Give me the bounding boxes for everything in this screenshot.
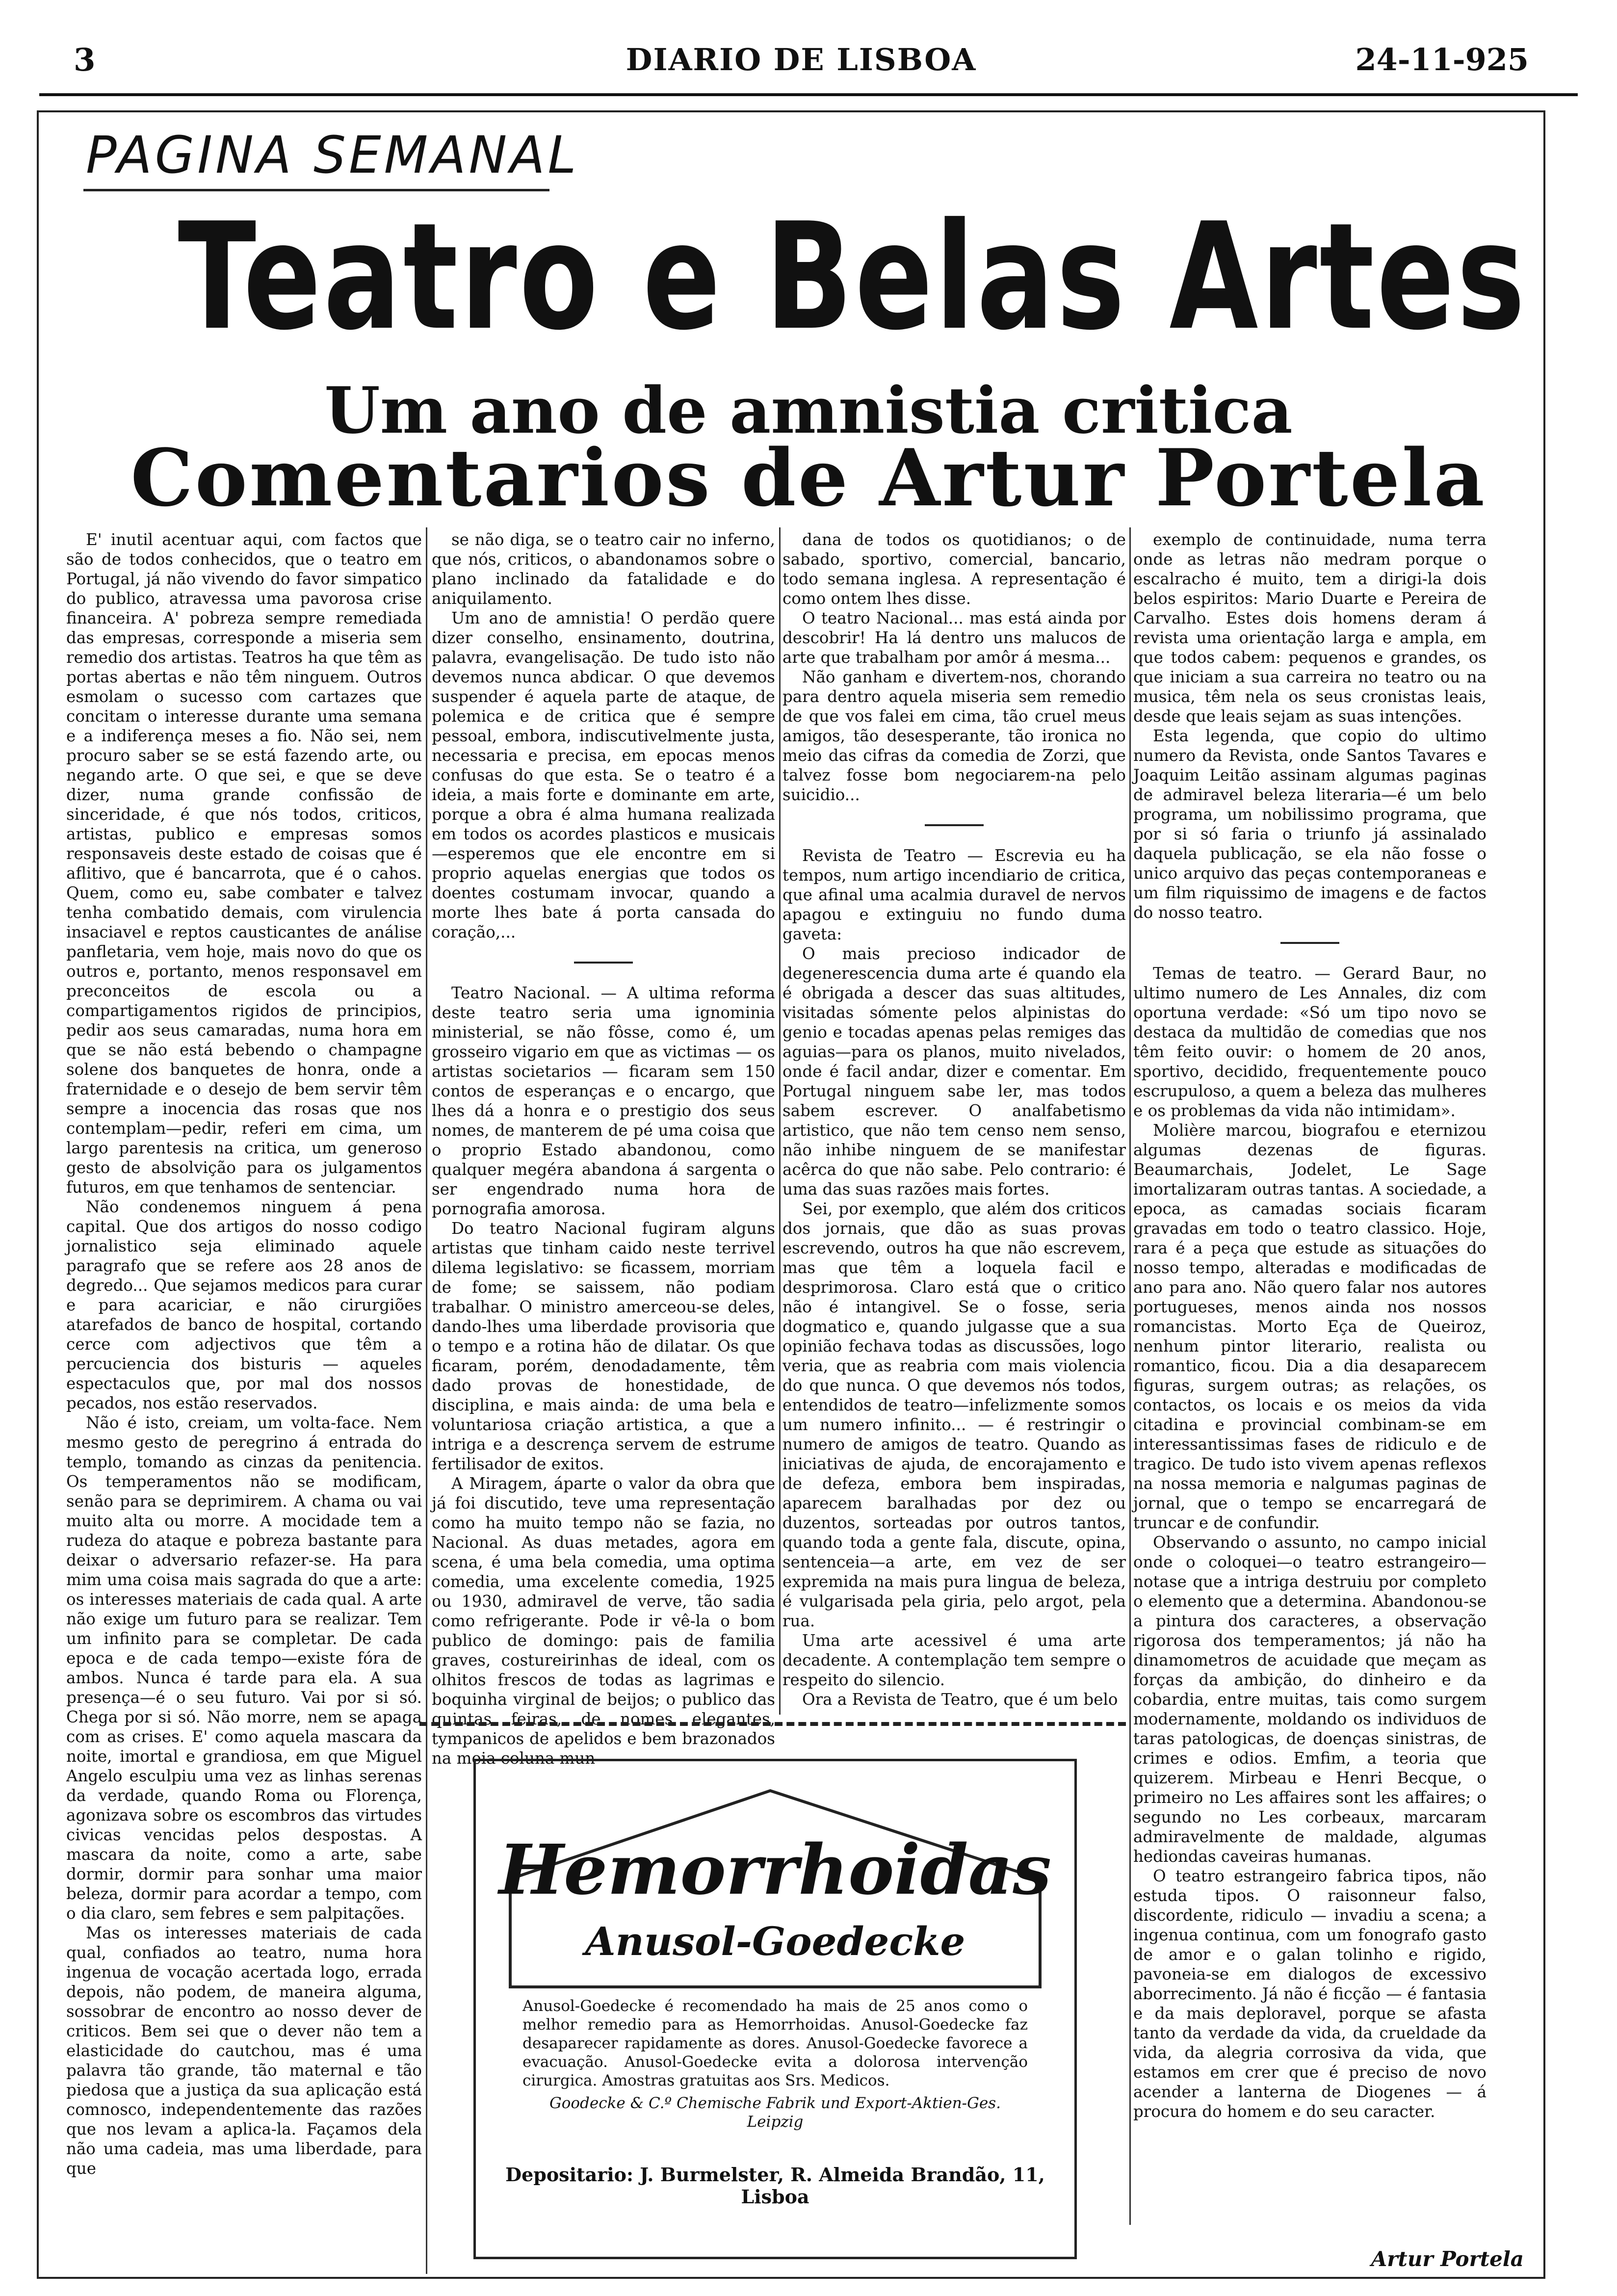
paragraph: Revista de Teatro — Escrevia eu ha tempos, num artigo incendiario de critica, que afinal uma acalmia duravel de nervos apagou e extinguiu no fundo duma gaveta: (782, 846, 1126, 943)
paragraph: Do teatro Nacional fugiram alguns artistas que tinham caido neste terrivel dilema legislativo: se ficassem, morriam de fome; se saissem, não podiam trabalhar. O ministro amerceou-se deles, dando-lhes uma liberdade provisoria que o tempo e a rotina hão de dilatar. Os que ficaram, porém, denodadamente, têm dado provas de honestidade, de disciplina, e mais ainda: de uma bela e voluntariosa criação artistica, a que a intriga e a descrença servem de estrume fertilisador de exitos. (432, 1219, 775, 1473)
column-2 (432, 530, 775, 1768)
section-separator (574, 962, 633, 964)
paragraph: Mas os interesses materiais de cada qual, confiados ao teatro, numa hora ingenua de vocação acertada logo, errada depois, não podem, de maneira alguma, sossobrar de encontro ao nosso dever de criticos. Bem sei que o dever não tem a elasticidade do cautchou, mas é uma palavra tão grande, tão maternal e tão piedosa que a justiça da sua aplicação está comnosco, independentemente das razões que nos levam a aplica-la. Façamos dela não uma cadeia, mas uma liberdade, para que (66, 1924, 422, 2178)
ad-dashed-rule (419, 1722, 1126, 1726)
headline: Teatro e Belas Artes (178, 191, 1528, 363)
section-kicker: PAGINA SEMANAL (86, 125, 579, 185)
issue-date: 24-11-925 (1355, 42, 1529, 78)
paragraph: O teatro estrangeiro fabrica tipos, não estuda tipos. O raisonneur falso, discordente, ridiculo — invadiu a scena; a ingenua continua, com um fonografo gasto de amor e o galan tolinho e rigido, pavoneia-se em dialogos de excessivo aborrecimento. Já não é ficção — é fantasia e da mais deploravel, porque se afasta tanto da verdade da vida, da crueldade da vida, da alegria corrosiva da vida, que estamos em crer que é preciso de novo acender a lanterna de Diogenes — á procura do homem e do seu caracter. (1133, 1867, 1487, 2121)
byline-headline: Comentarios de Artur Portela (130, 432, 1487, 524)
paragraph: O mais precioso indicador de degenerescencia duma arte é quando ela é obrigada a descer das suas altitudes, visitadas sómente pelos alpinistas do genio e tocadas apenas pelas remiges das aguias—para os planos, muito nivelados, onde é facil andar, dizer e comentar. Em Portugal ninguem sabe ler, mas todos sabem escrever. O analfabetismo artistico, que não tem censo nem senso, não inhibe ninguem de se manifestar acêrca do que não sabe. Pelo contrario: é uma das suas razões mais fortes. (782, 944, 1126, 1199)
section-separator (925, 824, 984, 826)
paragraph: A Miragem, áparte o valor da obra que já foi discutido, teve uma representação como ha muito tempo não se fazia, no Nacional. As duas metades, agora em scena, é uma bela comedia, uma optima comedia, uma excelente comedia, 1925 ou 1930, admiravel de verve, tão sadia como refrigerante. Pode ir vê-la o bom publico de domingo: pais de familia graves, costureirinhas de ideal, com os olhitos frescos de todas as lagrimas e boquinha virginal de beijos; o publico das quintas feiras, de nomes elegantes, tympanicos de apelidos e bem brazonados na meia coluna mun- (432, 1474, 775, 1768)
signature: Artur Portela (1371, 2247, 1524, 2271)
paragraph: Não ganham e divertem-nos, chorando para dentro aquela miseria sem remedio de que vos falei em cima, tão cruel meus amigos, tão desesperante, tão ironica no meio das cifras da comedia de Zorzi, que talvez fosse bom negociarem-na pelo suicidio... (782, 668, 1126, 804)
ad-depositary: Depositario: J. Burmelster, R. Almeida Brandão, 11, Lisboa (505, 2164, 1045, 2208)
masthead-rule (39, 93, 1578, 96)
paragraph: Não é isto, creiam, um volta-face. Nem mesmo gesto de peregrino á entrada do templo, tomando as cinzas da penitencia. Os temperamentos não se modificam, senão para se deprimirem. A chama ou vai muito alta ou morre. A mocidade tem a rudeza do ataque e pobreza bastante para deixar o adversario refazer-se. Ha para mim uma coisa mais sagrada do que a arte: os interesses materiais de cada qual. A arte não exige um futuro para se realizar. Tem um infinito para se completar. De cada epoca e de cada tempo—existe fóra de ambos. Nunca é tarde para ela. A sua presença—é o seu futuro. Vai por si só. Chega por si só. Não morre, nem se apaga com as crises. E' como aquela mascara da noite, imortal e grandiosa, em que Miguel Angelo esculpiu uma vez as linhas serenas da verdade, quando Roma ou Florença, agonizava sobre os escombros das virtudes civicas vencidas pelos despostas. A mascara da noite, como a arte, sabe dormir, dormir para sonhar uma maior beleza, dormir para acordar a tempo, com o dia claro, sem febres e sem palpitações. (66, 1413, 422, 1923)
paragraph: Não condenemos ninguem á pena capital. Que dos artigos do nosso codigo jornalistico seja eliminado aquele paragrafo que se refere aos 28 anos de degredo... Que sejamos medicos para curar e para acariciar, e não cirurgiões atarefados de banco de hospital, cortando cerce com adjectivos que têm a percuciencia dos bisturis — aqueles espectaculos que, por mal dos nossos pecados, nos estão reservados. (66, 1198, 422, 1412)
ad-body-text: Anusol-Goedecke é recomendado ha mais de 25 anos como o melhor remedio para as Hemorrhoidas. Anusol-Goedecke faz desaparecer rapidamente as dores. Anusol-Goedecke favorece a evacuação. Anusol-Goedecke evita a dolorosa intervenção cirurgica. Amostras gratuitas aos Srs. Medicos. (522, 1997, 1028, 2089)
masthead (74, 42, 1529, 86)
paragraph: Observando o assunto, no campo inicial onde o coloquei—o teatro estrangeiro—notase que a intriga destruiu por completo o elemento que a determina. Abandonou-se a pintura dos caracteres, a observação rigorosa dos temperamentos; já não ha dinamometros de acuidade que meçam as forças da ambição, do dinheiro e da cobardia, entre muitas, tais como surgem modernamente, moldando os individuos de taras patologicas, de doenças sinistras, de crimes e odios. Emfim, a teoria que quizerem. Mirbeau e Henri Becque, o primeiro no Les affaires sont les affaires; o segundo no Les corbeaux, marcaram admiravelmente de maldade, algumas hediondas caveiras humanas. (1133, 1533, 1487, 1866)
column-divider (1129, 527, 1131, 2225)
paragraph: Temas de teatro. — Gerard Baur, no ultimo numero de Les Annales, diz com oportuna verdade: «Só um tipo novo se destaca da multidão de comedias que nos têm feito ouvir: o homem de 20 anos, sportivo, decidido, frequentemente pouco escrupuloso, a quem a beleza das mulheres e os problemas da vida não intimidam». (1133, 964, 1487, 1120)
paragraph: Ora a Revista de Teatro, que é um belo (802, 1690, 1118, 1709)
page-number: 3 (74, 42, 96, 78)
paragraph: Um ano de amnistia! O perdão quere dizer conselho, ensinamento, doutrina, palavra, evangelisação. De tudo isto não devemos nunca abdicar. O que devemos suspender é aquela parte de ataque, de polemica e de critica que é sempre pessoal, embora, indiscutivelmente justa, necessaria e precisa, em epocas menos confusas do que esta. Se o teatro é a ideia, a mais forte e dominante em arte, porque a obra é alma humana realizada em todos os acordes plasticos e musicais—esperemos que ele encontre em si proprio aquelas energias que todos os doentes costumam invocar, quando a morte lhes bate á porta cansada do coração,... (432, 609, 775, 941)
ad-maker: Goodecke & C.º Chemische Fabrik und Export-Aktien-Ges. (549, 2094, 1001, 2112)
paragraph: Uma arte acessivel é uma arte decadente. A contemplação tem sempre o respeito do silencio. (782, 1631, 1126, 1689)
paragraph: Esta legenda, que copio do ultimo numero da Revista, onde Santos Tavares e Joaquim Leitão assinam algumas paginas de admiravel beleza literaria—é um belo programa, um nobilissimo programa, que por si só faria o triunfo já assinalado daquela publicação, se ela não fosse o unico arquivo das peças contemporaneas e um film riquissimo de imagens e de factos do nosso teatro. (1133, 727, 1487, 922)
ad-body (522, 1997, 1028, 2131)
advertisement (419, 1722, 1126, 2276)
paragraph: Teatro Nacional. — A ultima reforma deste teatro seria uma ignominia ministerial, se não fôsse, como é, um grosseiro vigario em que as victimas — os artistas societarios — ficaram sem 150 contos de esperanças e o encargo, que lhes dá a honra e o prestigio dos seus nomes, de manterem de pé uma coisa que o proprio Estado abandonou, como qualquer megéra abandona á sargenta o ser engendrado numa hora de pornografia amorosa. (432, 984, 775, 1218)
subheadline: Um ano de amnistia critica (324, 373, 1293, 448)
column-divider (779, 527, 781, 1715)
paragraph: exemplo de continuidade, numa terra onde as letras não medram porque o escalracho é muito, tem a dirigi-la dois belos espiritos: Mario Duarte e Pereira de Carvalho. Estes dois homens deram á revista uma orientação larga e ampla, em que todos cabem: pequenos e grandes, os que iniciam a sua carreira no teatro ou na musica, têm nela os seus cronistas leais, desde que leais sejam as suas intenções. (1133, 530, 1487, 726)
newspaper-title: DIARIO DE LISBOA (626, 42, 977, 78)
ad-brand: Hemorrhoidas (498, 1830, 1052, 1910)
column-4 (1133, 530, 1487, 2222)
section-separator (1280, 942, 1339, 944)
ad-city: Leipzig (747, 2113, 804, 2131)
paragraph: Molière marcou, biografou e eternizou algumas dezenas de figuras. Beaumarchais, Jodelet, Le Sage imortalizaram outras tantas. A sociedade, a epoca, as camadas sociais ficaram gravadas em todo o teatro classico. Hoje, rara é a peça que estude as situações do nosso tempo, alteradas e modificadas de ano para ano. Não quero falar nos autores portugueses, menos ainda nos nossos romancistas. Morto Eça de Queiroz, nenhum pintor literario, realista ou romantico, ficou. Dia a dia desaparecem figuras, surgem outras; as relações, os contactos, os locais e os meios da vida citadina e provincial combinam-se em interessantissimas fases de ridiculo e de tragico. De tudo isto vivem apenas reflexos na nossa memoria e nalgumas paginas de jornal, que o tempo se encarregará de truncar e de confundir. (1133, 1121, 1487, 1532)
ad-product: Anusol-Goedecke (585, 1918, 965, 1964)
paragraph: E' inutil acentuar aqui, com factos que são de todos conhecidos, que o teatro em Portugal, já não vivendo do favor simpatico do publico, atravessa uma pavorosa crise financeira. A' pobreza sempre remediada das empresas, corresponde a miseria sem remedio dos artistas. Teatros ha que têm as portas abertas e não têm ninguem. Outros esmolam o sucesso com cartazes que concitam o interesse durante uma semana e a indiferença meses a fio. Não sei, nem procuro saber se se está fazendo arte, ou negando arte. O que sei, e que se deve dizer, numa grande confissão de sinceridade, é que nós todos, criticos, artistas, publico e empresas somos responsaveis deste estado de coisas que é aflitivo, que é bancarrota, que é o cahos. Quem, como eu, sabe combater e talvez tenha combatido demais, com virulencia insaciavel e reptos causticantes de análise panfletaria, vem hoje, mais novo do que os outros e, portanto, menos responsavel em preconceitos de escola ou a compartigamentos rigidos de principios, pedir aos seus camaradas, numa hora em que se não está bebendo o champagne solene dos banquetes de honra, onde a fraternidade e o desejo de bem servir têm sempre a inocencia das rosas que nos contemplam—pedir, referi em cima, um largo parentesis na critica, um generoso gesto de absolvição para os julgamentos futuros, em que tenhamos de sentenciar. (66, 530, 422, 1197)
paragraph: O teatro Nacional... mas está ainda por descobrir! Ha lá dentro uns malucos de arte que trabalham por amôr á mesma... (782, 609, 1126, 667)
paragraph: dana de todos os quotidianos; o de sabado, sportivo, comercial, bancario, todo semana inglesa. A representação é como ontem lhes disse. (782, 530, 1126, 608)
ad-frame (473, 1759, 1077, 2259)
column-1 (66, 530, 422, 2271)
paragraph: Sei, por exemplo, que além dos criticos dos jornais, que dão as suas provas escrevendo, outros ha que não escrevem, mas que têm a loquela facil e desprimorosa. Claro está que o critico não é intangivel. Se o fosse, seria dogmatico e, quando julgasse que a sua opinião fechava todas as discussões, logo veria, que as reabria com mais violencia do que nunca. O que devemos nós todos, entendidos de teatro—infelizmente somos um numero infinito... — é restringir o numero de amigos de teatro. Quando as iniciativas de ajuda, de encorajamento e de defeza, embora bem inspiradas, aparecem baralhadas por dez ou duzentos, sorteadas por outros tantos, quando toda a gente fala, discute, opina, sentenceia—a arte, em vez de ser expremida na mais pura lingua de beleza, é vulgarisada pela giria, pelo argot, pela rua. (782, 1200, 1126, 1630)
column-3 (782, 530, 1126, 1712)
paragraph: se não diga, se o teatro cair no inferno, que nós, criticos, o abandonamos sobre o plano inclinado da fatalidade e do aniquilamento. (432, 530, 775, 608)
